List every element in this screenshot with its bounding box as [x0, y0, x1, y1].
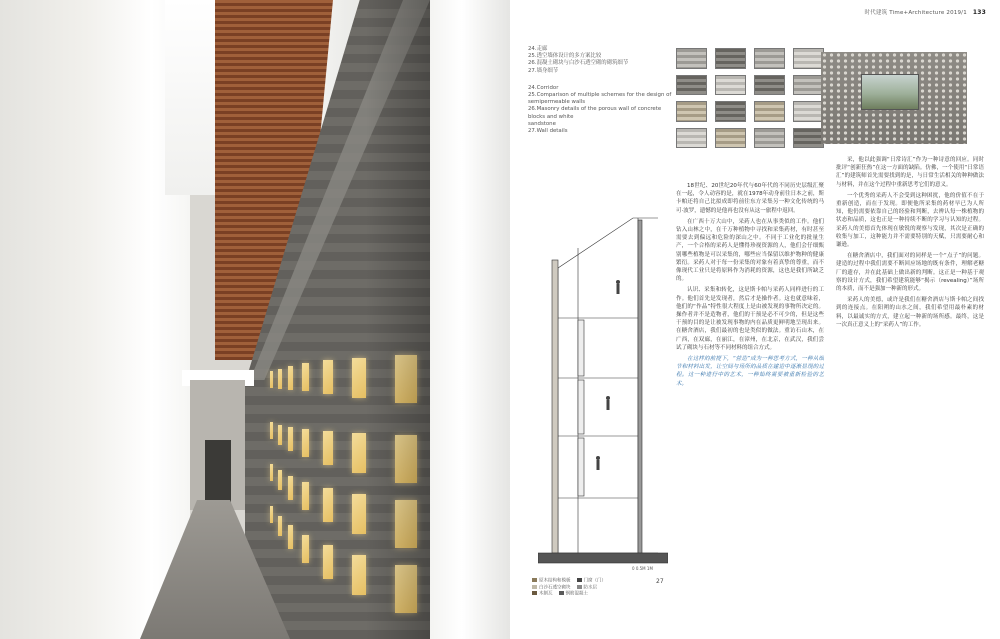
masonry-wall-photo [821, 52, 967, 144]
scheme-thumbnail [715, 101, 746, 122]
lit-wall-opening [395, 435, 417, 483]
lit-wall-opening [323, 360, 333, 394]
captions-en: 24.Corridor 25.Comparison of multiple schemes for the design of semipermeable walls 26.Masonry details of the porous wall of concrete blocks and white sandstone 27.Wall details [528, 84, 672, 135]
paragraph: 18世纪、20世纪20年代与60年代的不同历史层级汇聚在一起，令人动容的是，就在1978年动身前往日本之前，斯卡帕还将自己比拟成即将前往东方采集另一种文化传统的马可·波罗，遗憾的是他再也没有从这一旅程中返回。 [676, 183, 824, 214]
legend-item: 门窗（门） [577, 578, 607, 585]
scheme-thumbnail [676, 128, 707, 149]
lit-wall-opening [278, 470, 282, 490]
lit-wall-opening [270, 422, 273, 439]
lit-wall-opening [278, 516, 282, 536]
lit-wall-opening [323, 545, 333, 579]
paragraph: 在糖舍酒店中，我们面对的同样是一个“点子”的问题。建造的过程中我们需要不断回应场地的既有条件，理解老糖厂的遗存，并在此基础上做出新的判断。这正是一种基于观察的设计方式，我们希望建筑能够“揭示（revealing）”场所的本质，而不是强加一种新的形式。 [836, 253, 984, 293]
corridor-photo [0, 0, 430, 639]
lit-wall-opening [352, 494, 366, 534]
figure-captions [528, 46, 678, 145]
paragraph: 在这样的前提下，“营造”成为一种思考方式，一种从细节和材料出发，让空间与场所的品质在建造中逐渐显现的过程。这一种进行中的艺术，一种始终需要被重新检验的艺术。 [676, 356, 824, 387]
wall-scheme-thumbnails [676, 48, 824, 148]
lit-wall-opening [288, 525, 293, 549]
lit-wall-opening [323, 431, 333, 465]
lit-wall-opening [288, 427, 293, 451]
lit-wall-opening [395, 565, 417, 613]
body-text-column-1 [676, 182, 824, 630]
scale-figures [596, 280, 620, 470]
lit-wall-opening [302, 535, 309, 563]
paragraph: 在广西十万大山中，采药人也在从事类似的工作。他们钻入山林之中，在千万种植物中寻找和采集药材，有时甚至需要去到偏远和危险的深山之中。不同于工业化的批量生产，一个合格的采药人是懂得珍视资源的人，他们会仔细甄别哪些植物是可以采集的，哪些应当保留以维护物种的健康繁衍。采药人对于每一份采集的对象有着真挚的尊重，而不像现代工业只是将原料作为消耗的资源，这也是我们所缺乏的。 [676, 218, 824, 283]
scheme-thumbnail [793, 101, 824, 122]
lit-wall-opening [302, 363, 309, 391]
scheme-thumbnail [676, 101, 707, 122]
lit-wall-opening [270, 506, 273, 523]
paragraph: 一个优秀的采药人不会受到这种困扰，他的价值不在于重新创造，而在于发现。即便他所采集的药材早已为人所知，他仍需要依靠自己的经验和判断，去辨认每一株植物的状态和品质，这也正是一种持续不断的学习与认知的过程。采药人的美德首先体现在敏锐的观察与发现，其次是正确的收集与加工，这种能力并不需要特别的天赋，只需要耐心和谦逊。 [836, 192, 984, 249]
scheme-thumbnail [793, 48, 824, 69]
scale-bar: 0 0.5M 1M [632, 566, 653, 571]
scheme-thumbnail [676, 48, 707, 69]
scheme-thumbnail [793, 128, 824, 149]
lit-wall-opening [302, 429, 309, 457]
landscape-window [861, 74, 919, 110]
paragraph: 采药人的美德，或许是我们在糖舍酒店与斯卡帕之间找到的连接点。在阳朔的山水之间，我们希望用最朴素的材料，以最诚实的方式，建立起一种新的场所感。最终，这是一次真正意义上的“采药人”的工作。 [836, 297, 984, 328]
scheme-thumbnail [715, 128, 746, 149]
lit-wall-opening [352, 433, 366, 473]
lit-wall-opening [323, 488, 333, 522]
paragraph: 认识、采集和转化，这是斯卡帕与采药人同样进行的工作。他们首先是发现者，然后才是操作者。这也就意味着，他们的“作品”特性很大程度上是由被发现的事物所决定的。操作者并不是造物者，他们的干预是必不可少的，但是这些干预的目的是让被发现事物的内在品质更鲜明地呈现出来。在糖舍酒店，我们最初的也是类似的做法。重访石山木，在广西，在双廊，在丽江，在漳州，在北京，在武汉，我们尝试了砌块与石材等不同材料的组合方式。 [676, 287, 824, 351]
legend-item: 防水层 [577, 585, 598, 592]
scheme-thumbnail [754, 48, 785, 69]
paragraph: 采，他以此强调“日常诗汇”作为一种诗意的回应。同时批评“创新狂热”在这一方面的缺陷。仿佛，一个使用“日常语汇”的建筑师首先需要找到的是，与日常生活相关的种种做法与材料，并在这个过程中重新思考它们的意义。 [836, 157, 984, 188]
legend-item: 木制瓦 [532, 591, 553, 598]
lit-wall-opening [278, 425, 282, 445]
lit-wall-opening [395, 355, 417, 403]
article-page [510, 0, 1000, 639]
scheme-thumbnail [715, 48, 746, 69]
lit-wall-opening [395, 500, 417, 548]
scheme-thumbnail [754, 101, 785, 122]
drawing-legend [532, 578, 662, 598]
corridor-door [205, 440, 231, 510]
legend-item: 白沙石透空砌块 [532, 585, 571, 592]
legend-item: 钢筋混凝土 [559, 591, 589, 598]
lit-wall-opening [288, 476, 293, 500]
scheme-thumbnail [754, 128, 785, 149]
page-gutter [430, 0, 510, 639]
lit-wall-opening [270, 371, 273, 388]
lit-wall-opening [352, 358, 366, 398]
page-number: 133 [972, 9, 986, 16]
scheme-thumbnail [793, 75, 824, 96]
scheme-thumbnail [754, 75, 785, 96]
running-head: 时代建筑 Time+Architecture 2019/1 133 [864, 9, 986, 16]
lit-wall-opening [270, 464, 273, 481]
wall-section-drawing [538, 208, 668, 568]
lit-wall-opening [278, 369, 282, 389]
scheme-thumbnail [715, 75, 746, 96]
lit-wall-opening [288, 366, 293, 390]
white-wall [0, 0, 190, 639]
drawing-page-number: 27 [656, 578, 664, 585]
body-text-column-2 [836, 156, 984, 630]
legend-item: 原木结构和模板 [532, 578, 571, 585]
lit-wall-opening [302, 482, 309, 510]
captions-cn: 24.走廊 25.透空墙体设计的多方案比较 26.混凝土砌块与白沙石透空砌的砌筑细节 27.墙身细节 [528, 46, 629, 74]
lit-wall-opening [352, 555, 366, 595]
scheme-thumbnail [676, 75, 707, 96]
